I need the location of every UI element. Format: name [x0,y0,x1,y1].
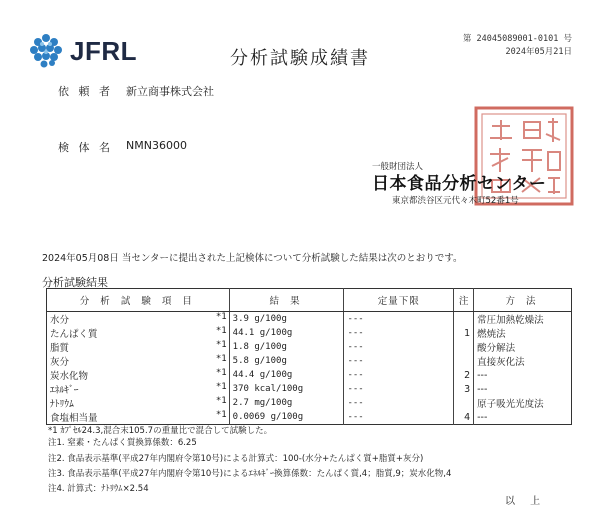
cell-method: --- [474,410,572,425]
note-line: 注2. 食品表示基準(平成27年内閣府令第10号)による計算式：100-(水分+たんぱく質+脂質+灰分) [48,454,424,464]
cell-limit: --- [344,368,454,382]
col-header-item: 分 析 試 験 項 目 [47,289,230,312]
results-section-title: 分析試験結果 [42,276,108,289]
cell-limit: --- [344,326,454,340]
col-header-note: 注 [454,289,474,312]
closing-text: 以 上 [505,496,547,507]
cell-method: --- [474,368,572,382]
results-table [46,288,572,425]
document-number: 第 24045089001-0101 号 [462,34,572,44]
cell-method: 燃焼法 [474,326,572,340]
table-row [47,340,572,354]
cell-note [454,340,474,354]
cell-item: 脂質 *1 [50,340,227,354]
cell-item: ﾅﾄﾘｳﾑ *1 [50,396,227,410]
cell-result: 1.8 g/100g [229,340,344,354]
cell-note: 3 [454,382,474,396]
cell-note: 4 [454,410,474,425]
cell-limit: --- [344,382,454,396]
logo-text: JFRL [70,36,137,66]
issuer-address: 東京都渋谷区元代々木町52番1号 [392,196,519,206]
cell-limit: --- [344,312,454,327]
cell-note [454,354,474,368]
cell-note [454,396,474,410]
cell-item: たんぱく質 *1 [50,326,227,340]
table-row [47,368,572,382]
cell-item: 炭水化物 *1 [50,368,227,382]
sample-label: 検 体 名 [58,141,113,154]
cell-limit: --- [344,396,454,410]
cell-method: 酸分解法 [474,340,572,354]
table-row [47,326,572,340]
cell-note [454,312,474,327]
col-header-limit: 定量下限 [344,289,454,312]
note-line: *1 ｶﾌﾟｾﾙ24.3,混合末105.7の重量比で混合して試験した。 [48,426,273,436]
issue-date: 2024年05月21日 [505,47,572,57]
cell-limit: --- [344,340,454,354]
cell-result: 44.4 g/100g [229,368,344,382]
cell-note: 1 [454,326,474,340]
note-line: 注3. 食品表示基準(平成27年内閣府令第10号)によるｴﾈﾙｷﾞｰ換算係数：たんぱく質,4；脂質,9；炭水化物,4 [48,469,452,479]
client-value: 新立商事株式会社 [126,85,214,98]
cell-result: 370 kcal/100g [229,382,344,396]
cell-result: 3.9 g/100g [229,312,344,327]
cell-note: 2 [454,368,474,382]
cell-method: 常圧加熱乾燥法 [474,312,572,327]
cell-limit: --- [344,354,454,368]
document-title: 分析試験成績書 [230,48,370,69]
table-row [47,382,572,396]
cell-item: 食塩相当量 *1 [50,410,227,424]
cell-item: ｴﾈﾙｷﾞｰ *1 [50,382,227,396]
cell-method: 直接灰化法 [474,354,572,368]
table-row [47,312,572,327]
issuer-type: 一般財団法人 [372,162,424,172]
cell-result: 2.7 mg/100g [229,396,344,410]
sample-value: NMN36000 [126,139,187,152]
cell-method: --- [474,382,572,396]
table-row [47,354,572,368]
issuer-name: 日本食品分析センター [372,174,547,194]
cell-result: 5.8 g/100g [229,354,344,368]
col-header-method: 方 法 [474,289,572,312]
results-header-row [47,289,572,312]
note-line: 注4. 計算式：ﾅﾄﾘｳﾑ×2.54 [48,484,149,494]
cell-result: 44.1 g/100g [229,326,344,340]
cell-method: 原子吸光光度法 [474,396,572,410]
table-row [47,396,572,410]
cell-item: 灰分 *1 [50,354,227,368]
client-label: 依 頼 者 [58,85,113,98]
cell-limit: --- [344,410,454,425]
note-line: 注1. 窒素・たんぱく質換算係数：6.25 [48,438,197,448]
col-header-result: 結 果 [229,289,344,312]
intro-text: 2024年05月08日 当センターに提出された上記検体について分析試験した結果は次のとおりです。 [42,253,463,264]
cell-item: 水分 *1 [50,312,227,326]
cell-result: 0.0069 g/100g [229,410,344,425]
table-row [47,410,572,425]
